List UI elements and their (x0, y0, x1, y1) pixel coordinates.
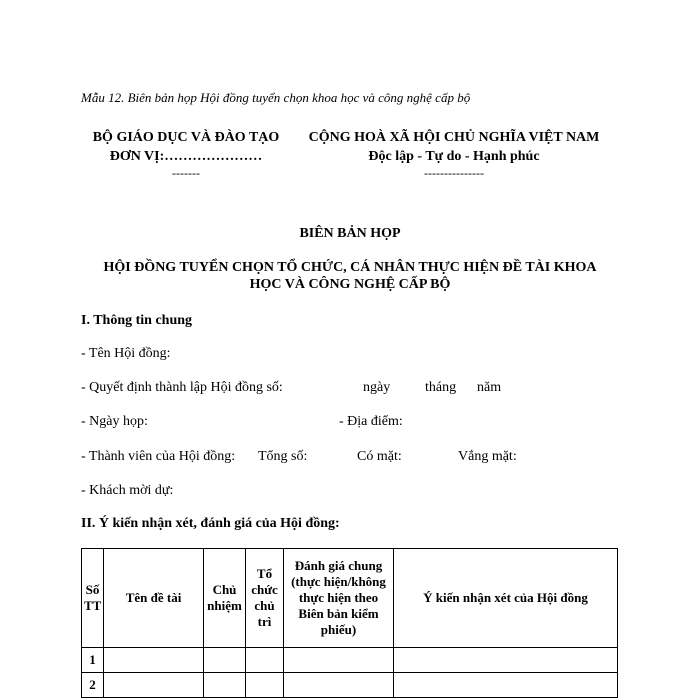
table-row (82, 673, 618, 698)
col-header-host-org: Tổ chức chủ trì (246, 549, 284, 648)
year-label: năm (477, 380, 502, 395)
cell-lead[interactable] (204, 648, 246, 673)
cell-topic[interactable] (104, 648, 204, 673)
absent-label: Vắng mặt: (458, 449, 517, 464)
document-title: BIÊN BẢN HỌP (299, 226, 401, 241)
row-number: 2 (82, 673, 104, 698)
section1-heading: I. Thông tin chung (81, 313, 193, 328)
cell-overall[interactable] (284, 673, 394, 698)
section2-heading: II. Ý kiến nhận xét, đánh giá của Hội đồng: (81, 516, 340, 531)
cell-topic[interactable] (104, 673, 204, 698)
right-rule: --------------- (424, 166, 484, 180)
cell-comments[interactable] (394, 673, 618, 698)
evaluation-table (81, 548, 618, 698)
col-header-lead: Chủ nhiệm (204, 549, 246, 648)
cell-host-org[interactable] (246, 673, 284, 698)
row-number: 1 (82, 648, 104, 673)
subtitle-line-2: HỌC VÀ CÔNG NGHỆ CẤP BỘ (249, 277, 451, 292)
total-label: Tổng số: (258, 449, 308, 464)
motto: Độc lập - Tự do - Hạnh phúc (368, 149, 540, 164)
ministry-name: BỘ GIÁO DỤC VÀ ĐÀO TẠO (92, 130, 280, 145)
location-label: - Địa điểm: (339, 414, 403, 429)
col-header-comments: Ý kiến nhận xét của Hội đồng (394, 549, 618, 648)
col-header-no: Số TT (82, 549, 104, 648)
cell-host-org[interactable] (246, 648, 284, 673)
country-name: CỘNG HOÀ XÃ HỘI CHỦ NGHĨA VIỆT NAM (308, 130, 600, 145)
cell-comments[interactable] (394, 648, 618, 673)
meeting-date-label: - Ngày họp: (81, 414, 148, 429)
day-label: ngày (363, 380, 391, 395)
col-header-topic: Tên đề tài (104, 549, 204, 648)
present-label: Có mặt: (357, 449, 402, 464)
left-rule: ------- (172, 166, 200, 180)
col-header-overall: Đánh giá chung (thực hiện/không thực hiện theo Biên bản kiểm phiếu) (284, 549, 394, 648)
cell-lead[interactable] (204, 673, 246, 698)
members-label: - Thành viên của Hội đồng: (81, 449, 236, 464)
guests-label: - Khách mời dự: (81, 483, 174, 498)
cell-overall[interactable] (284, 648, 394, 673)
council-name-label: - Tên Hội đồng: (81, 346, 171, 361)
decision-label: - Quyết định thành lập Hội đồng số: (81, 380, 283, 395)
subtitle-line-1: HỘI ĐỒNG TUYỂN CHỌN TỔ CHỨC, CÁ NHÂN THỰC HIỆN ĐỀ TÀI KHOA (103, 260, 597, 275)
unit-line: ĐƠN VỊ:………………… (109, 149, 263, 164)
form-caption: Mẫu 12. Biên bản họp Hội đồng tuyển chọn khoa học và công nghệ cấp bộ (81, 90, 471, 105)
table-row (82, 648, 618, 673)
month-label: tháng (425, 380, 457, 395)
table-header-row (82, 549, 618, 648)
